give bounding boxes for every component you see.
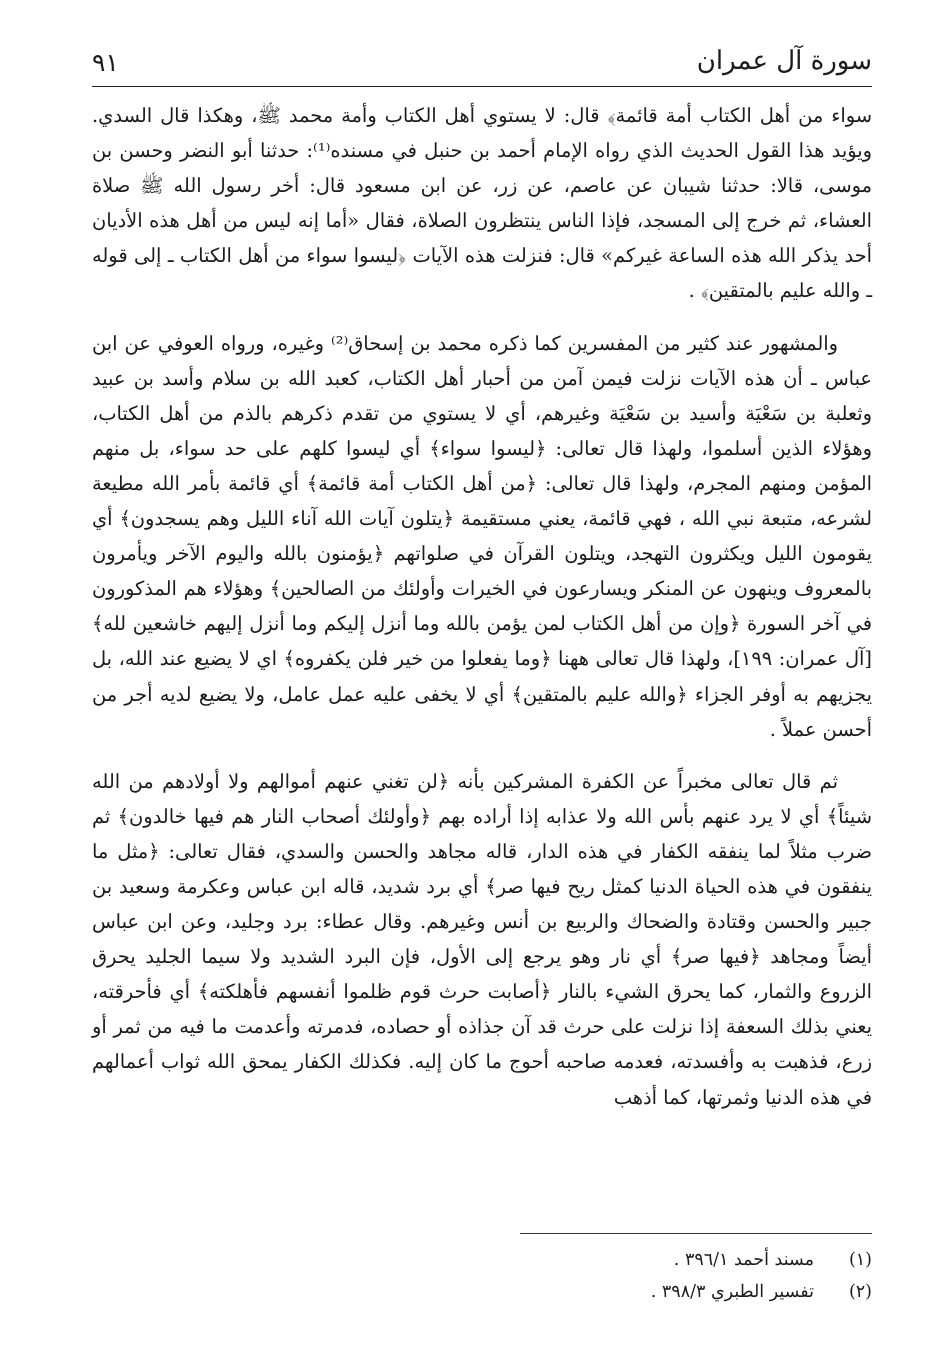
paragraph-2: والمشهور عند كثير من المفسرين كما ذكره محمد بن إسحاق⁽²⁾ وغيره، ورواه العوفي عن ابن عباس ـ أن هذه الآيات نزلت فيمن آمن من أحبار أهل الكتاب، كعبد الله بن سلام وأسد بن عبيد وثعلبة بن سَعْيَة وأسيد بن سَعْيَة وغيرهم، أي لا يستوي من تقدم ذكرهم بالذم من أهل الكتاب، وهؤلاء الذين أسلموا، ولهذا قال تعالى: ﴿ليسوا سواء﴾ أي ليسوا كلهم على حد سواء، بل منهم المؤمن ومنهم المجرم، ولهذا قال تعالى: ﴿من أهل الكتاب أمة قائمة﴾ أي قائمة بأمر الله مطيعة لشرعه، متبعة نبي الله ، فهي قائمة، يعني مستقيمة ﴿يتلون آيات الله آناء الليل وهم يسجدون﴾ أي يقومون الليل ويكثرون التهجد، ويتلون القرآن في صلواتهم ﴿يؤمنون بالله واليوم الآخر ويأمرون بالمعروف وينهون عن المنكر ويسارعون في الخيرات وأولئك من الصالحين﴾ وهؤلاء هم المذكورون في آخر السورة ﴿وإن من أهل الكتاب لمن يؤمن بالله وما أنزل إليكم وما أنزل إليهم خاشعين لله﴾ [آل عمران: ١٩٩]، ولهذا قال تعالى ههنا ﴿وما يفعلوا من خير فلن يكفروه﴾ اي لا يضيع عند الله، بل يجزيهم به أوفر الجزاء ﴿والله عليم بالمتقين﴾ أي لا يخفى عليه عمل عامل، ولا يضيع لديه أجر من أحسن عملاً . [92, 331, 872, 741]
paragraph-3: ثم قال تعالى مخبراً عن الكفرة المشركين بأنه ﴿لن تغني عنهم أموالهم ولا أولادهم من الله شيئاً﴾ أي لا يرد عنهم بأس الله ولا عذابه إذا أراده بهم ﴿وأولئك أصحاب النار هم فيها خالدون﴾ ثم ضرب مثلاً لما ينفقه الكفار في هذه الدار، قاله مجاهد والحسن والسدي، فقال تعالى: ﴿مثل ما ينفقون في هذه الحياة الدنيا كمثل ريح فيها صر﴾ أي برد شديد، قاله ابن عباس وعكرمة وسعيد بن جبير والحسن وقتادة والضحاك والربيع بن أنس وغيرهم. وقال عطاء: برد وجليد، وعن ابن عباس أيضاً ومجاهد ﴿فيها صر﴾ أي نار وهو يرجع إلى الأول، فإن البرد الشديد ولا سيما الجليد يحرق الزروع والثمار، كما يحرق الشيء بالنار ﴿أصابت حرث قوم ظلموا أنفسهم فأهلكته﴾ أي فأحرقته، يعني بذلك السعفة إذا نزلت على حرث قد آن جذاذه أو حصاده، فدمرته وأعدمت ما فيه من ثمر أو زرع، فذهبت به وأفسدته، فعدمه صاحبه أحوج ما كان إليه. فكذلك الكفار يمحق الله ثواب أعمالهم في هذه الدنيا وثمرتها، كما أذهب [92, 769, 872, 1109]
footnote-marker: (١) [848, 1250, 872, 1270]
page-number: ٩١ [92, 48, 119, 77]
footnote-1 [92, 1244, 872, 1276]
footnote-text: تفسير الطبري ٣٩٨/٣ . [650, 1282, 814, 1302]
surah-title: سورة آل عمران [696, 46, 872, 76]
footnotes [92, 1244, 872, 1308]
footnote-2 [92, 1276, 872, 1308]
paragraph-1: سواء من أهل الكتاب أمة قائمة﴾ قال: لا يستوي أهل الكتاب وأمة محمد ﷺ، وهكذا قال السدي. ويؤيد هذا القول الحديث الذي رواه الإمام أحمد بن حنبل في مسنده⁽¹⁾: حدثنا أبو النضر وحسن بن موسى، قالا: حدثنا شيبان عن عاصم، عن زر، عن ابن مسعود قال: أخر رسول الله ﷺ صلاة العشاء، ثم خرج إلى المسجد، فإذا الناس ينتظرون الصلاة، فقال «أما إنه ليس من أهل هذه الأديان أحد يذكر الله هذه الساعة غيركم» قال: فنزلت هذه الآيات ﴿ليسوا سواء من أهل الكتاب ـ إلى قوله ـ والله عليم بالمتقين﴾ . [92, 104, 872, 303]
page-header [92, 40, 872, 87]
body-text [92, 98, 872, 1115]
footnote-divider [520, 1233, 872, 1234]
footnote-marker: (٢) [848, 1282, 872, 1302]
footnote-text: مسند أحمد ٣٩٦/١ . [673, 1250, 814, 1270]
